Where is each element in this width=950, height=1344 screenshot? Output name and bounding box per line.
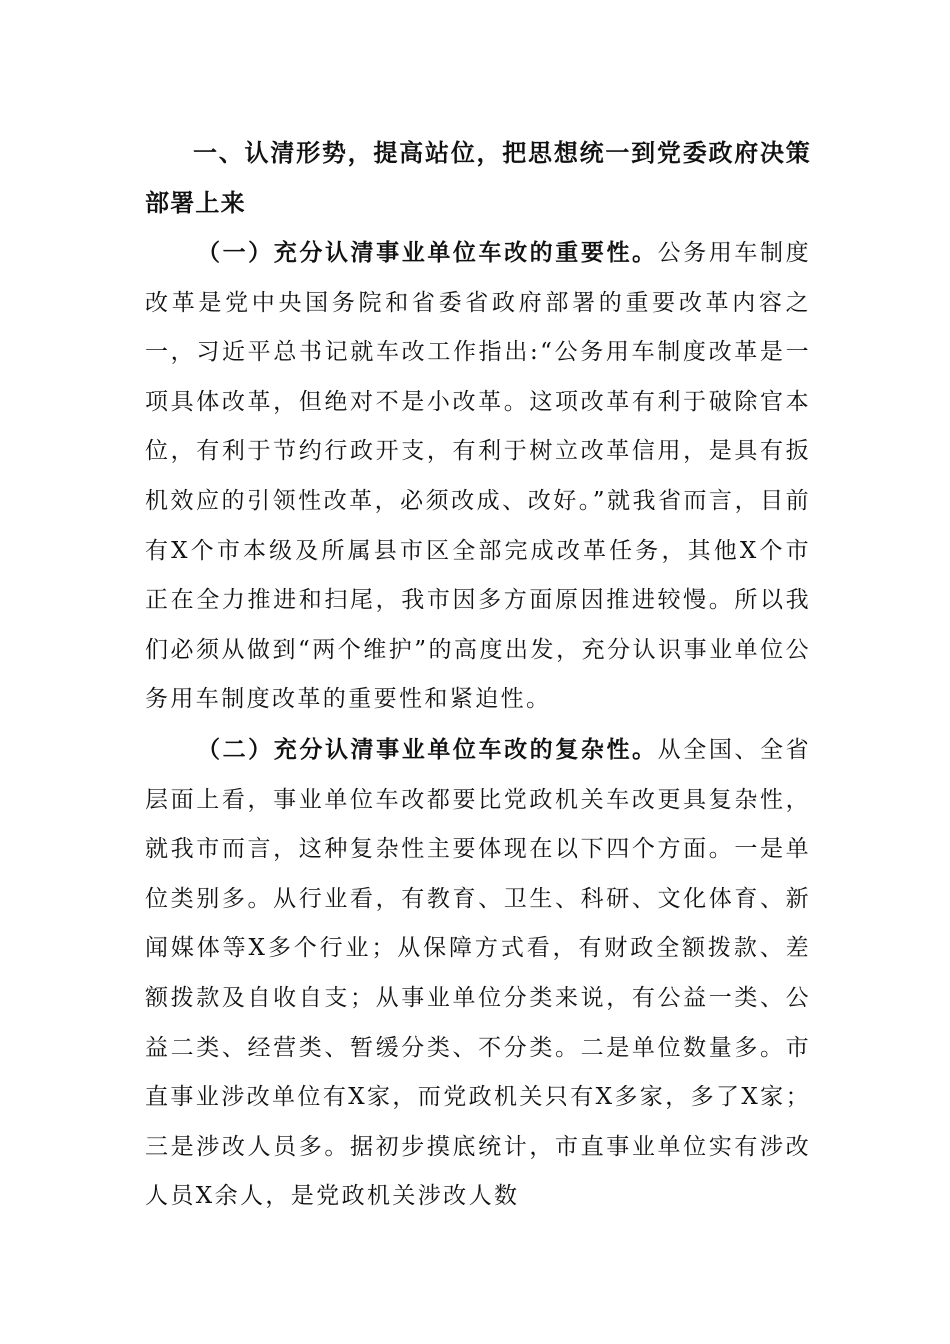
section-heading: 一、认清形势，提高站位，把思想统一到党委政府决策部署上来 <box>145 139 811 217</box>
document-body <box>145 128 811 1222</box>
paragraph-lead-importance: （一）充分认清事业单位车改的重要性。 <box>197 239 658 266</box>
paragraph-lead-complexity: （二）充分认清事业单位车改的复杂性。 <box>197 735 658 763</box>
paragraph-importance <box>145 228 811 725</box>
paragraph-complexity <box>145 725 811 1222</box>
paragraph-text-importance: 公务用车制度改革是党中央国务院和省委省政府部署的重要改革内容之一，习近平总书记就车改工作指出:“公务用车制度改革是一项具体改革，但绝对不是小改革。这项改革有利于破除官本位，有利于节约行政开支，有利于树立改革信用，是具有扳机效应的引领性改革，必须改成、改好。”就我省而言，目前有X个市本级及所属县市区全部完成改革任务，其他X个市正在全力推进和扫尾，我市因多方面原因推进较慢。所以我们必须从做到“两个维护”的高度出发，充分认识事业单位公务用车制度改革的重要性和紧迫性。 <box>145 240 811 713</box>
paragraph-text-complexity: 从全国、全省层面上看，事业单位车改都要比党政机关车改更具复杂性，就我市而言，这种复杂性主要体现在以下四个方面。一是单位类别多。从行业看，有教育、卫生、科研、文化体育、新闻媒体等X多个行业；从保障方式看，有财政全额拨款、差额拨款及自收自支；从事业单位分类来说，有公益一类、公益二类、经营类、暂缓分类、不分类。二是单位数量多。市直事业涉改单位有X家，而党政机关只有X多家，多了X家；三是涉改人员多。据初步摸底统计，市直事业单位实有涉改人员X余人，是党政机关涉改人数 <box>145 736 811 1210</box>
